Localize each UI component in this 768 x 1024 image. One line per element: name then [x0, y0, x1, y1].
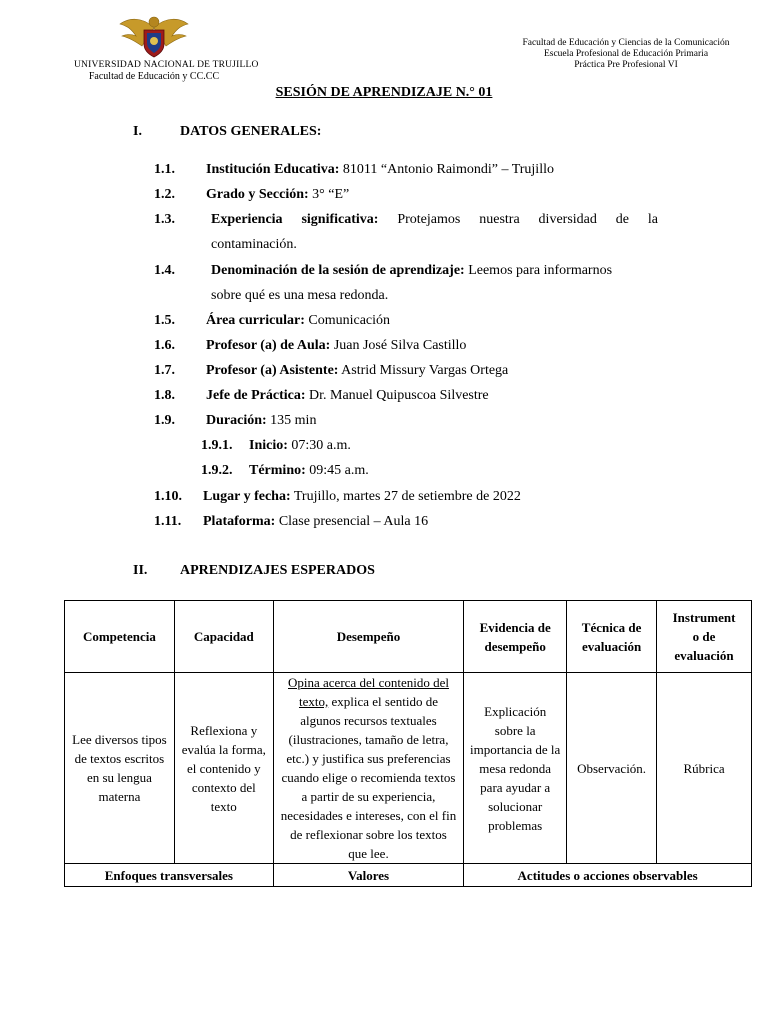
section-number: II.	[133, 563, 148, 578]
university-name: UNIVERSIDAD NACIONAL DE TRUJILLO	[74, 60, 259, 70]
university-logo-block	[74, 14, 259, 82]
item-text	[206, 308, 658, 333]
item-text	[206, 157, 658, 182]
cell-tecnica: Observación.	[567, 673, 657, 864]
desempeno-text: explica el sentido de algunos recursos textuales (ilustraciones, tamaño de letra, etc.) y justifica sus preferencias cuando elige o recomienda textos a partir de su experiencia, necesidades e intereses, con el fin de reflexionar sobre los textos que lee.	[280, 694, 457, 861]
table-row	[65, 673, 752, 864]
section-number: I.	[133, 124, 142, 139]
item-value: 3° “E”	[308, 187, 350, 202]
item-value: Protejamos nuestra diversidad de la	[378, 212, 658, 227]
item-label: Término:	[249, 463, 306, 478]
header-faculty: Facultad de Educación y Ciencias de la Comunicación	[522, 38, 730, 48]
section-title: APRENDIZAJES ESPERADOS	[180, 563, 375, 578]
item-line-1	[211, 258, 658, 283]
item-text	[211, 207, 658, 257]
item-value: 09:45 a.m.	[305, 463, 369, 478]
item-label: Grado y Sección:	[206, 187, 309, 202]
item-value: Clase presencial – Aula 16	[275, 514, 429, 529]
cell-desempeno	[273, 673, 464, 864]
desempeno-underlined-text: Opina acerca del contenido del texto,	[288, 675, 449, 709]
item-label: Denominación de la sesión de aprendizaje:	[211, 263, 465, 278]
item-number: 1.10.	[154, 489, 182, 504]
item-label: Lugar y fecha:	[203, 489, 291, 504]
column-header-instrumento	[657, 601, 752, 673]
item-label: Jefe de Práctica:	[206, 388, 306, 403]
footer-valores: Valores	[273, 864, 464, 887]
university-crest-logo	[118, 14, 190, 60]
cell-competencia: Lee diversos tipos de textos escritos en su lengua materna	[65, 673, 175, 864]
competencies-table	[64, 600, 752, 887]
column-header-evidencia: Evidencia de desempeño	[464, 601, 567, 673]
column-header-capacidad: Capacidad	[174, 601, 273, 673]
item-text	[249, 458, 369, 483]
item-number: 1.9.1.	[201, 438, 233, 453]
item-number: 1.6.	[154, 338, 175, 353]
column-header-desempeno: Desempeño	[273, 601, 464, 673]
cell-capacidad: Reflexiona y evalúa la forma, el contenido y contexto del texto	[174, 673, 273, 864]
item-text	[206, 333, 658, 358]
item-label: Duración:	[206, 413, 267, 428]
section-title: DATOS GENERALES:	[180, 124, 322, 139]
item-number: 1.8.	[154, 388, 175, 403]
item-value: 07:30 a.m.	[287, 438, 351, 453]
table-footer-row	[65, 864, 752, 887]
header-line: Instrument	[672, 610, 736, 625]
item-value: Trujillo, martes 27 de setiembre de 2022	[290, 489, 521, 504]
item-number: 1.5.	[154, 313, 175, 328]
item-label: Área curricular:	[206, 313, 305, 328]
item-value: 81011 “Antonio Raimondi” – Trujillo	[339, 162, 554, 177]
cell-evidencia: Explicación sobre la importancia de la mesa redonda para ayudar a solucionar problemas	[464, 673, 567, 864]
header-school: Escuela Profesional de Educación Primaria	[543, 49, 709, 59]
item-number: 1.4.	[154, 263, 175, 278]
item-line-1	[211, 207, 658, 232]
item-label: Inicio:	[249, 438, 288, 453]
item-value-line-2: sobre qué es una mesa redonda.	[211, 288, 389, 303]
item-number: 1.7.	[154, 363, 175, 378]
column-header-tecnica: Técnica de evaluación	[567, 601, 657, 673]
item-number: 1.3.	[154, 212, 175, 227]
faculty-short-name: Facultad de Educación y CC.CC	[88, 71, 220, 82]
table-header-row	[65, 601, 752, 673]
cell-instrumento: Rúbrica	[657, 673, 752, 864]
item-text	[206, 408, 658, 433]
item-label: Profesor (a) Asistente:	[206, 363, 339, 378]
item-value: Leemos para informarnos	[464, 263, 613, 278]
header-institution-lines	[480, 38, 768, 71]
item-label: Experiencia significativa:	[211, 212, 379, 227]
item-number: 1.9.2.	[201, 463, 233, 478]
item-number: 1.1.	[154, 162, 175, 177]
item-text	[249, 433, 351, 458]
item-text	[211, 258, 658, 308]
item-number: 1.2.	[154, 187, 175, 202]
item-value: Juan José Silva Castillo	[330, 338, 467, 353]
item-text	[206, 358, 658, 383]
header-line: evaluación	[674, 648, 734, 663]
item-label: Institución Educativa:	[206, 162, 340, 177]
item-value-line-2: contaminación.	[211, 237, 297, 252]
item-value: 135 min	[266, 413, 317, 428]
item-text	[203, 484, 655, 509]
item-number: 1.11.	[154, 514, 182, 529]
footer-actitudes: Actitudes o acciones observables	[464, 864, 752, 887]
header-line: o de	[692, 629, 716, 644]
header-course: Práctica Pre Profesional VI	[574, 60, 678, 70]
item-value: Comunicación	[304, 313, 391, 328]
item-value: Astrid Missury Vargas Ortega	[338, 363, 509, 378]
item-number: 1.9.	[154, 413, 175, 428]
item-value: Dr. Manuel Quipuscoa Silvestre	[305, 388, 489, 403]
item-text	[206, 383, 658, 408]
item-label: Plataforma:	[203, 514, 276, 529]
column-header-competencia: Competencia	[65, 601, 175, 673]
item-label: Profesor (a) de Aula:	[206, 338, 331, 353]
item-text	[206, 182, 658, 207]
item-text	[203, 509, 655, 534]
page-title: SESIÓN DE APRENDIZAJE N.° 01	[275, 85, 493, 100]
footer-enfoques: Enfoques transversales	[65, 864, 274, 887]
